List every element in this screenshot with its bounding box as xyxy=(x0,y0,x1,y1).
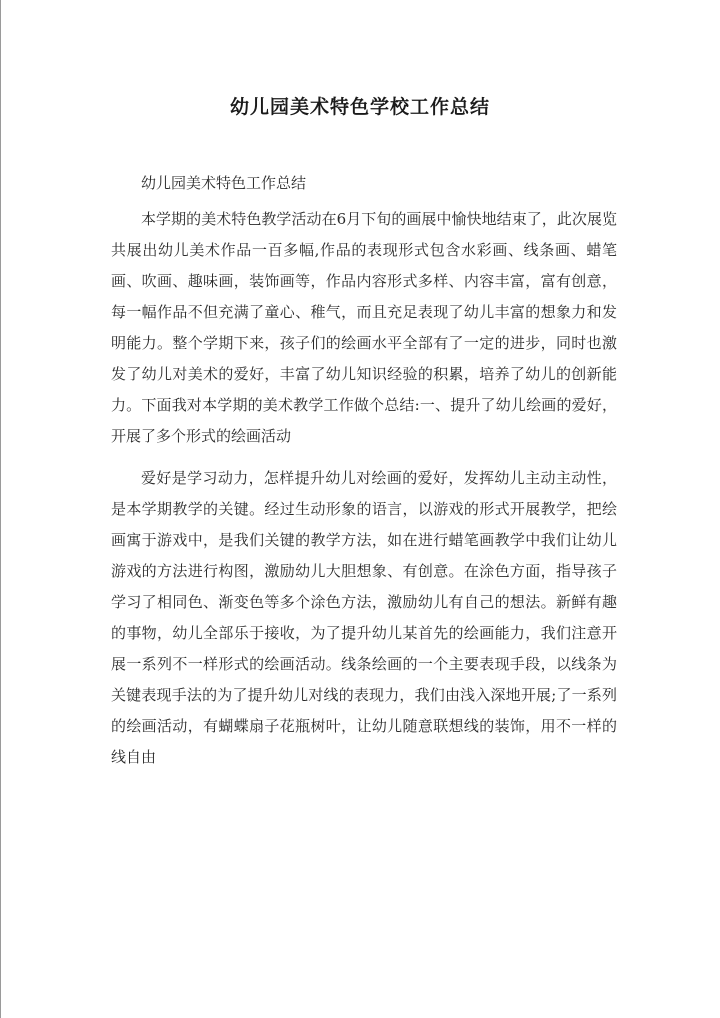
body-paragraph: 爱好是学习动力，怎样提升幼儿对绘画的爱好，发挥幼儿主动主动性，是本学期教学的关键。经过生动形象的语言，以游戏的形式开展教学，把绘画寓于游戏中，是我们关键的教学方法，如在进行蜡笔画教学中我们让幼儿游戏的方法进行构图，激励幼儿大胆想象、有创意。在涂色方面，指导孩子学习了相同色、渐变色等多个涂色方法，激励幼儿有自己的想法。新鲜有趣的事物，幼儿全部乐于接收，为了提升幼儿某首先的绘画能力，我们注意开展一系列不一样形式的绘画活动。线条绘画的一个主要表现手段，以线条为关键表现手法的为了提升幼儿对线的表现力，我们由浅入深地开展;了一系列的绘画活动，有蝴蝶扇子花瓶树叶，让幼儿随意联想线的装饰，用不一样的线自由 xyxy=(111,469,617,766)
page-edge xyxy=(0,0,1,1018)
document-subtitle: 幼儿园美术特色工作总结 xyxy=(141,174,307,192)
document-title: 幼儿园美术特色学校工作总结 xyxy=(229,96,490,118)
document-body xyxy=(111,168,617,784)
body-paragraph: 本学期的美术特色教学活动在6月下旬的画展中愉快地结束了，此次展览共展出幼儿美术作品一百多幅,作品的表现形式包含水彩画、线条画、蜡笔画、吹画、趣味画，装饰画等，作品内容形式多样、内容丰富，富有创意，每一幅作品不但充满了童心、稚气，而且充足表现了幼儿丰富的想象力和发明能力。整个学期下来，孩子们的绘画水平全部有了一定的进步，同时也激发了幼儿对美术的爱好，丰富了幼儿知识经验的积累，培养了幼儿的创新能力。下面我对本学期的美术教学工作做个总结:一、提升了幼儿绘画的爱好，开展了多个形式的绘画活动 xyxy=(111,210,617,445)
